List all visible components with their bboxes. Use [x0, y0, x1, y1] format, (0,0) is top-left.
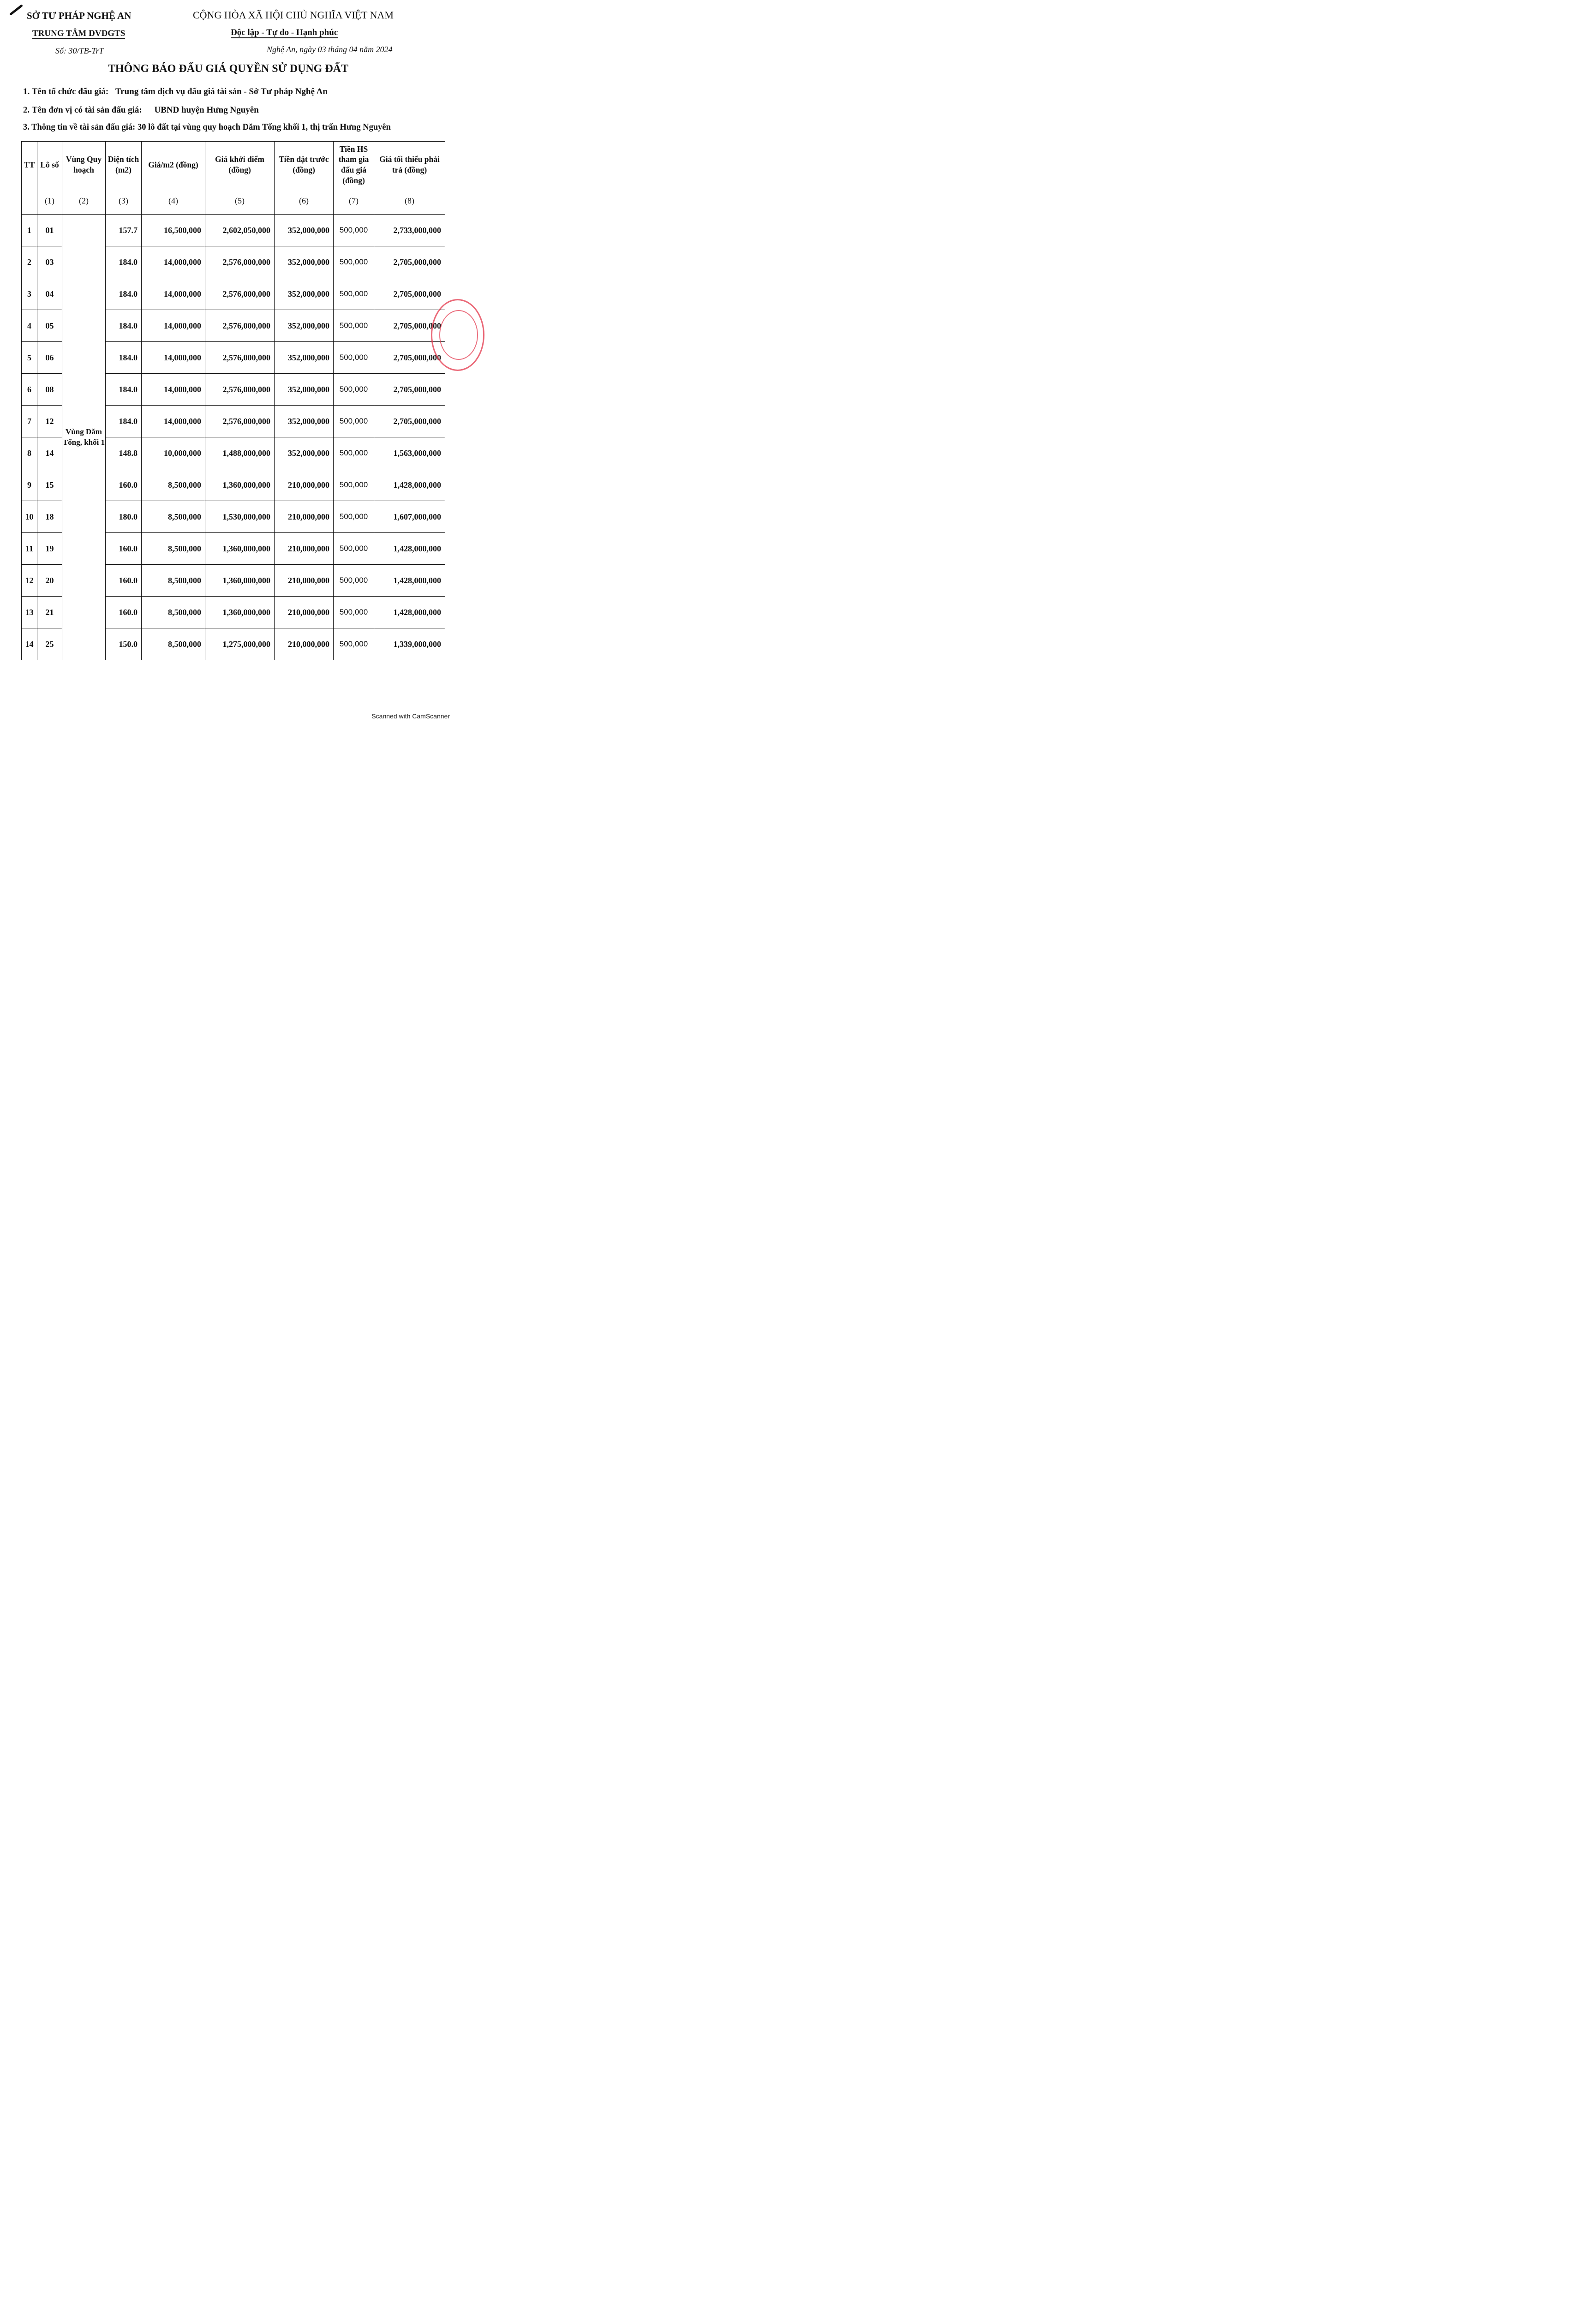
info-item-2: [23, 105, 259, 115]
cell-price-m2: 14,000,000: [142, 310, 205, 342]
info-item-2-value: UBND huyện Hưng Nguyên: [154, 105, 259, 115]
cell-tt: 7: [22, 406, 37, 437]
cell-tt: 4: [22, 310, 37, 342]
header-area: Diện tích (m2): [106, 142, 142, 188]
cell-deposit: 352,000,000: [275, 374, 334, 406]
cell-fee: 500,000: [334, 501, 374, 533]
cell-tt: 6: [22, 374, 37, 406]
info-item-1-value: Trung tâm dịch vụ đấu giá tài sản - Sở Tư pháp Nghệ An: [115, 87, 328, 96]
cell-tt: 10: [22, 501, 37, 533]
cell-fee: 500,000: [334, 342, 374, 374]
cell-zone: Vùng Dăm Tống, khối 1: [62, 215, 106, 660]
pen-mark: [9, 4, 23, 16]
cell-min-price: 2,705,000,000: [374, 310, 445, 342]
table-colnum-row: [22, 188, 445, 215]
cell-deposit: 352,000,000: [275, 278, 334, 310]
cell-tt: 9: [22, 469, 37, 501]
cell-min-price: 2,705,000,000: [374, 246, 445, 278]
cell-deposit: 352,000,000: [275, 342, 334, 374]
cell-min-price: 2,705,000,000: [374, 374, 445, 406]
cell-min-price: 1,563,000,000: [374, 437, 445, 469]
cell-deposit: 352,000,000: [275, 310, 334, 342]
cell-start-price: 2,576,000,000: [205, 246, 275, 278]
colnum-6: (6): [275, 188, 334, 215]
cell-price-m2: 8,500,000: [142, 469, 205, 501]
cell-fee: 500,000: [334, 406, 374, 437]
colnum-1: (1): [37, 188, 62, 215]
cell-start-price: 2,576,000,000: [205, 406, 275, 437]
cell-deposit: 210,000,000: [275, 597, 334, 628]
cell-area: 184.0: [106, 246, 142, 278]
cell-tt: 12: [22, 565, 37, 597]
org-line-1: SỞ TƯ PHÁP NGHỆ AN: [27, 10, 132, 21]
header-lot: Lô số: [37, 142, 62, 188]
cell-min-price: 1,339,000,000: [374, 628, 445, 660]
colnum-3: (3): [106, 188, 142, 215]
header-tt: TT: [22, 142, 37, 188]
cell-deposit: 210,000,000: [275, 628, 334, 660]
doc-number: Số: 30/TB-TrT: [55, 46, 104, 55]
cell-deposit: 352,000,000: [275, 437, 334, 469]
info-item-3: [23, 123, 391, 132]
scanner-watermark: Scanned with CamScanner: [371, 712, 450, 720]
cell-price-m2: 14,000,000: [142, 374, 205, 406]
cell-area: 160.0: [106, 533, 142, 565]
cell-area: 160.0: [106, 565, 142, 597]
cell-min-price: 1,607,000,000: [374, 501, 445, 533]
cell-area: 148.8: [106, 437, 142, 469]
cell-fee: 500,000: [334, 565, 374, 597]
cell-lot: 04: [37, 278, 62, 310]
cell-area: 184.0: [106, 342, 142, 374]
colnum-8: (8): [374, 188, 445, 215]
table-header-row: [22, 142, 445, 188]
cell-start-price: 1,360,000,000: [205, 469, 275, 501]
cell-lot: 19: [37, 533, 62, 565]
colnum-5: (5): [205, 188, 275, 215]
cell-price-m2: 8,500,000: [142, 533, 205, 565]
cell-start-price: 2,602,050,000: [205, 215, 275, 246]
cell-min-price: 1,428,000,000: [374, 533, 445, 565]
motto: Độc lập - Tự do - Hạnh phúc: [231, 28, 338, 37]
header-deposit: Tiền đặt trước (đồng): [275, 142, 334, 188]
red-seal-stamp-inner: [439, 310, 478, 360]
cell-lot: 25: [37, 628, 62, 660]
cell-start-price: 2,576,000,000: [205, 278, 275, 310]
cell-lot: 08: [37, 374, 62, 406]
cell-min-price: 2,705,000,000: [374, 278, 445, 310]
header-start-price: Giá khởi điểm (đồng): [205, 142, 275, 188]
cell-area: 157.7: [106, 215, 142, 246]
cell-area: 160.0: [106, 469, 142, 501]
cell-price-m2: 14,000,000: [142, 246, 205, 278]
cell-min-price: 1,428,000,000: [374, 597, 445, 628]
cell-start-price: 2,576,000,000: [205, 310, 275, 342]
cell-min-price: 2,733,000,000: [374, 215, 445, 246]
nation-line: CỘNG HÒA XÃ HỘI CHỦ NGHĨA VIỆT NAM: [193, 9, 394, 21]
cell-tt: 11: [22, 533, 37, 565]
cell-lot: 14: [37, 437, 62, 469]
cell-fee: 500,000: [334, 246, 374, 278]
cell-fee: 500,000: [334, 374, 374, 406]
cell-area: 184.0: [106, 310, 142, 342]
cell-deposit: 210,000,000: [275, 501, 334, 533]
cell-fee: 500,000: [334, 278, 374, 310]
colnum-tt: [22, 188, 37, 215]
cell-deposit: 352,000,000: [275, 246, 334, 278]
cell-tt: 5: [22, 342, 37, 374]
cell-lot: 01: [37, 215, 62, 246]
info-item-1: [23, 87, 328, 97]
cell-price-m2: 14,000,000: [142, 278, 205, 310]
cell-start-price: 1,360,000,000: [205, 565, 275, 597]
cell-price-m2: 8,500,000: [142, 628, 205, 660]
info-item-3-label: 3. Thông tin về tài sản đấu giá:: [23, 123, 136, 132]
cell-deposit: 210,000,000: [275, 565, 334, 597]
cell-tt: 8: [22, 437, 37, 469]
cell-lot: 06: [37, 342, 62, 374]
cell-tt: 2: [22, 246, 37, 278]
place-date: Nghệ An, ngày 03 tháng 04 năm 2024: [267, 45, 393, 54]
cell-lot: 18: [37, 501, 62, 533]
cell-price-m2: 8,500,000: [142, 501, 205, 533]
cell-price-m2: 10,000,000: [142, 437, 205, 469]
cell-start-price: 2,576,000,000: [205, 374, 275, 406]
cell-deposit: 210,000,000: [275, 533, 334, 565]
auction-table: [21, 141, 445, 660]
colnum-4: (4): [142, 188, 205, 215]
info-item-3-value: 30 lô đất tại vùng quy hoạch Dăm Tống khối 1, thị trấn Hưng Nguyên: [137, 123, 391, 132]
cell-fee: 500,000: [334, 533, 374, 565]
info-item-1-label: 1. Tên tổ chức đấu giá:: [23, 87, 109, 96]
header-price-m2: Giá/m2 (đồng): [142, 142, 205, 188]
cell-fee: 500,000: [334, 215, 374, 246]
cell-area: 180.0: [106, 501, 142, 533]
cell-price-m2: 14,000,000: [142, 406, 205, 437]
header-min-price: Giá tối thiểu phải trả (đồng): [374, 142, 445, 188]
document-title: THÔNG BÁO ĐẤU GIÁ QUYỀN SỬ DỤNG ĐẤT: [108, 63, 349, 75]
cell-price-m2: 14,000,000: [142, 342, 205, 374]
cell-price-m2: 16,500,000: [142, 215, 205, 246]
cell-lot: 20: [37, 565, 62, 597]
cell-fee: 500,000: [334, 469, 374, 501]
cell-start-price: 1,360,000,000: [205, 597, 275, 628]
cell-start-price: 2,576,000,000: [205, 342, 275, 374]
cell-area: 150.0: [106, 628, 142, 660]
cell-tt: 14: [22, 628, 37, 660]
cell-start-price: 1,488,000,000: [205, 437, 275, 469]
cell-price-m2: 8,500,000: [142, 565, 205, 597]
cell-min-price: 2,705,000,000: [374, 406, 445, 437]
cell-fee: 500,000: [334, 597, 374, 628]
cell-price-m2: 8,500,000: [142, 597, 205, 628]
cell-fee: 500,000: [334, 437, 374, 469]
cell-min-price: 2,705,000,000: [374, 342, 445, 374]
table-row: [22, 215, 445, 246]
cell-lot: 05: [37, 310, 62, 342]
cell-tt: 1: [22, 215, 37, 246]
cell-area: 184.0: [106, 278, 142, 310]
cell-tt: 13: [22, 597, 37, 628]
cell-deposit: 352,000,000: [275, 215, 334, 246]
cell-start-price: 1,360,000,000: [205, 533, 275, 565]
cell-lot: 15: [37, 469, 62, 501]
cell-area: 160.0: [106, 597, 142, 628]
cell-start-price: 1,275,000,000: [205, 628, 275, 660]
cell-start-price: 1,530,000,000: [205, 501, 275, 533]
org-line-2: TRUNG TÂM DVĐGTS: [32, 29, 126, 38]
cell-deposit: 352,000,000: [275, 406, 334, 437]
header-fee: Tiền HS tham gia đấu giá (đồng): [334, 142, 374, 188]
colnum-7: (7): [334, 188, 374, 215]
table-body: [22, 215, 445, 660]
colnum-2: (2): [62, 188, 106, 215]
cell-fee: 500,000: [334, 628, 374, 660]
info-item-2-label: 2. Tên đơn vị có tài sản đấu giá:: [23, 105, 142, 115]
cell-lot: 03: [37, 246, 62, 278]
cell-lot: 12: [37, 406, 62, 437]
cell-area: 184.0: [106, 374, 142, 406]
cell-deposit: 210,000,000: [275, 469, 334, 501]
cell-min-price: 1,428,000,000: [374, 469, 445, 501]
cell-tt: 3: [22, 278, 37, 310]
cell-area: 184.0: [106, 406, 142, 437]
cell-fee: 500,000: [334, 310, 374, 342]
cell-min-price: 1,428,000,000: [374, 565, 445, 597]
header-zone: Vùng Quy hoạch: [62, 142, 106, 188]
cell-lot: 21: [37, 597, 62, 628]
